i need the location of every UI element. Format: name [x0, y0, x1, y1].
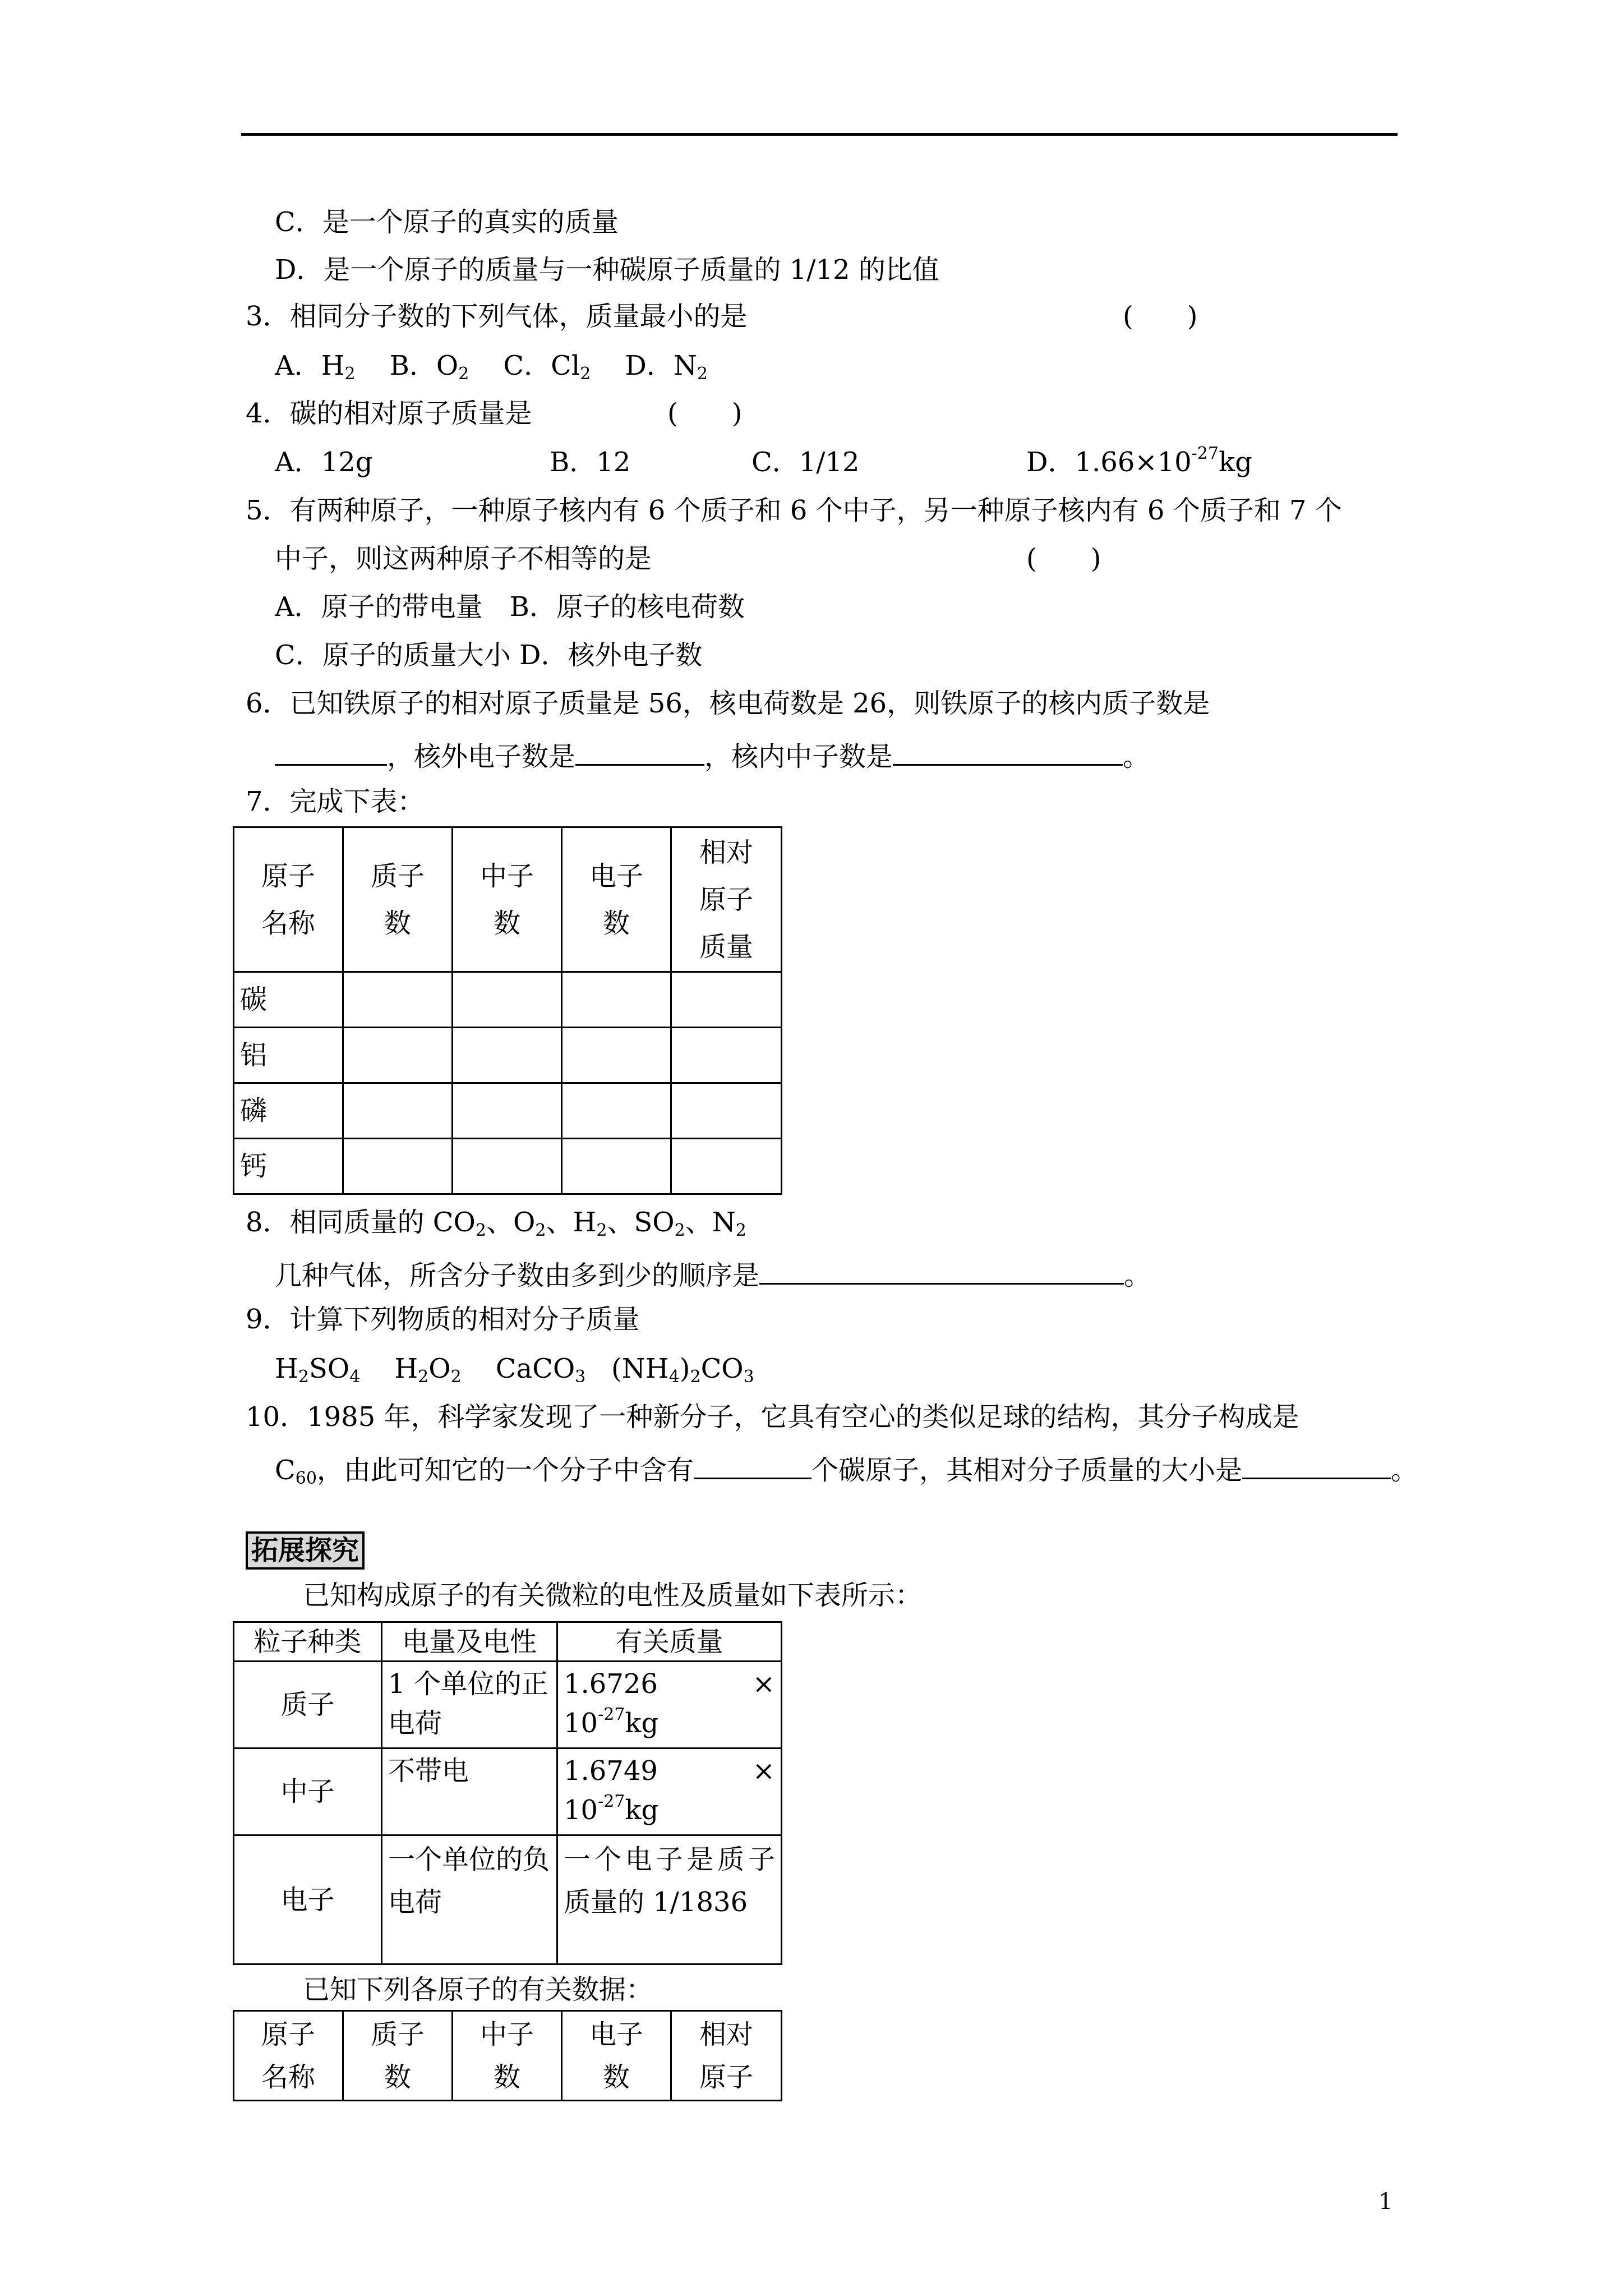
q7-cell: [343, 1139, 453, 1194]
q7-stem: 7．完成下表：: [246, 786, 425, 817]
q6-blank-neutrons: [893, 739, 1123, 766]
q6-blank-electrons: [575, 739, 704, 766]
q7-cell: [671, 972, 782, 1028]
particle-charge: 一个单位的负电荷: [382, 1835, 557, 1964]
header-rule: [241, 133, 1398, 136]
extension-section-tag: 拓展探究: [246, 1531, 365, 1570]
q7-cell: [453, 1083, 562, 1139]
q10-blank-carbon-count: [694, 1453, 811, 1479]
extension-intro-2: 已知下列各原子的有关数据：: [303, 1974, 653, 2005]
q7-cell: [671, 1139, 782, 1194]
q4-option-a: A．12g: [275, 447, 373, 478]
q3-option-c: C．$Cl_2$: [503, 350, 591, 384]
atom-header-relative-mass: 相对 原子: [671, 2011, 782, 2101]
q7-row-name: 钙: [234, 1139, 343, 1194]
particle-mass: 一个电子是质子质量的 1/1836: [557, 1835, 782, 1964]
atom-data-table: [233, 2010, 782, 2101]
particle-name: 中子: [234, 1749, 382, 1835]
particle-mass: 1.6749 × $10^{-27}kg$: [557, 1749, 782, 1835]
q8-stem: 8．相同质量的 $CO_2$、$O_2$、$H_2$、$SO_2$、$N_2$: [246, 1207, 746, 1240]
q7-cell: [453, 1139, 562, 1194]
q8-blank-order: [759, 1258, 1124, 1285]
particle-header-mass: 有关质量: [557, 1622, 782, 1662]
q4-option-c: C．1/12: [751, 447, 860, 478]
q4-answer-paren: ( ): [667, 398, 743, 429]
atom-header-name: 原子 名称: [234, 2011, 343, 2101]
q7-header-electrons: 电子 数: [562, 827, 671, 972]
q10-blanks-line: $C_{60}$，由此可知它的一个分子中含有 个碳原子，其相对分子质量的大小是 。: [275, 1453, 1418, 1484]
q5-options-cd: C．原子的质量大小 D．核外电子数: [275, 639, 703, 671]
q9-stem: 9．计算下列物质的相对分子质量: [246, 1304, 640, 1335]
q3-options: [275, 350, 708, 384]
q7-header-relative-mass: 相对 原子 质量: [671, 827, 782, 972]
q7-cell: [562, 1028, 671, 1083]
q7-row-name: 碳: [234, 972, 343, 1028]
q7-header-protons: 质子 数: [343, 827, 453, 972]
q3-option-a: A．$H_2$: [275, 350, 356, 384]
q7-cell: [453, 972, 562, 1028]
q10-blank-molecular-mass: [1242, 1453, 1391, 1479]
q7-cell: [343, 1028, 453, 1083]
atom-header-electrons: 电子 数: [562, 2011, 671, 2101]
q10-stem: 10．1985 年，科学家发现了一种新分子，它具有空心的类似足球的结构，其分子构成是: [246, 1401, 1299, 1433]
q7-row-name: 铝: [234, 1028, 343, 1083]
q7-cell: [562, 972, 671, 1028]
atom-header-neutrons: 中子 数: [453, 2011, 562, 2101]
q7-cell: [671, 1028, 782, 1083]
q3-stem: 3．相同分子数的下列气体，质量最小的是: [246, 301, 748, 332]
extension-intro: 已知构成原子的有关微粒的电性及质量如下表所示：: [303, 1580, 923, 1611]
particle-name: 电子: [234, 1835, 382, 1964]
q3-option-d: D．$N_2$: [625, 350, 708, 384]
particle-name: 质子: [234, 1662, 382, 1749]
q6-blanks-line: ，核外电子数是 ，核内中子数是 。: [275, 739, 1150, 770]
page-number: 1: [1378, 2189, 1393, 2215]
q5-options-ab: A．原子的带电量 B．原子的核电荷数: [275, 591, 745, 623]
particle-charge: 不带电: [382, 1749, 557, 1835]
q7-row-name: 磷: [234, 1083, 343, 1139]
q3-option-b: B．$O_2$: [389, 350, 469, 384]
q3-answer-paren: ( ): [1123, 301, 1198, 332]
q9-formula-h2so4: $H_2SO_4$: [275, 1353, 361, 1387]
particle-header-type: 粒子种类: [234, 1622, 382, 1662]
q9-formula-nh4-2co3: $(NH_4)_2CO_3$: [611, 1353, 754, 1387]
q5-stem-line1: 5．有两种原子，一种原子核内有 6 个质子和 6 个中子，另一种原子核内有 6 个质子和 7 个: [246, 495, 1342, 526]
q6-stem: 6．已知铁原子的相对原子质量是 56，核电荷数是 26，则铁原子的核内质子数是: [246, 688, 1210, 719]
particle-charge: 1 个单位的正电荷: [382, 1662, 557, 1749]
q2-option-d: D．是一个原子的质量与一种碳原子质量的 1/12 的比值: [275, 254, 939, 286]
particle-properties-table: [233, 1621, 782, 1965]
q6-blank-protons: [275, 739, 387, 766]
q5-stem-line2: 中子，则这两种原子不相等的是: [275, 543, 652, 574]
q7-cell: [453, 1028, 562, 1083]
q7-cell: [562, 1139, 671, 1194]
q9-formula-caco3: CaCO$_3$: [495, 1353, 586, 1387]
q7-cell: [671, 1083, 782, 1139]
q7-header-name: 原子 名称: [234, 827, 343, 972]
q7-header-neutrons: 中子 数: [453, 827, 562, 972]
q5-answer-paren: ( ): [1026, 543, 1101, 574]
q4-stem: 4．碳的相对原子质量是: [246, 398, 532, 429]
q9-formulas: [275, 1353, 754, 1387]
atom-header-protons: 质子 数: [343, 2011, 453, 2101]
q4-option-d: D．$1.66\times 10^{-27}kg$: [1026, 444, 1252, 478]
q8-order-line: 几种气体，所含分子数由多到少的顺序是 。: [275, 1258, 1151, 1289]
q7-cell: [343, 972, 453, 1028]
q7-cell: [343, 1083, 453, 1139]
q7-table: [233, 826, 782, 1195]
q2-option-c: C．是一个原子的真实的质量: [275, 206, 619, 238]
q7-cell: [562, 1083, 671, 1139]
particle-header-charge: 电量及电性: [382, 1622, 557, 1662]
q4-option-b: B．12: [550, 447, 631, 478]
particle-mass: 1.6726 × $10^{-27}kg$: [557, 1662, 782, 1749]
q9-formula-h2o2: $H_2O_2$: [394, 1353, 462, 1387]
